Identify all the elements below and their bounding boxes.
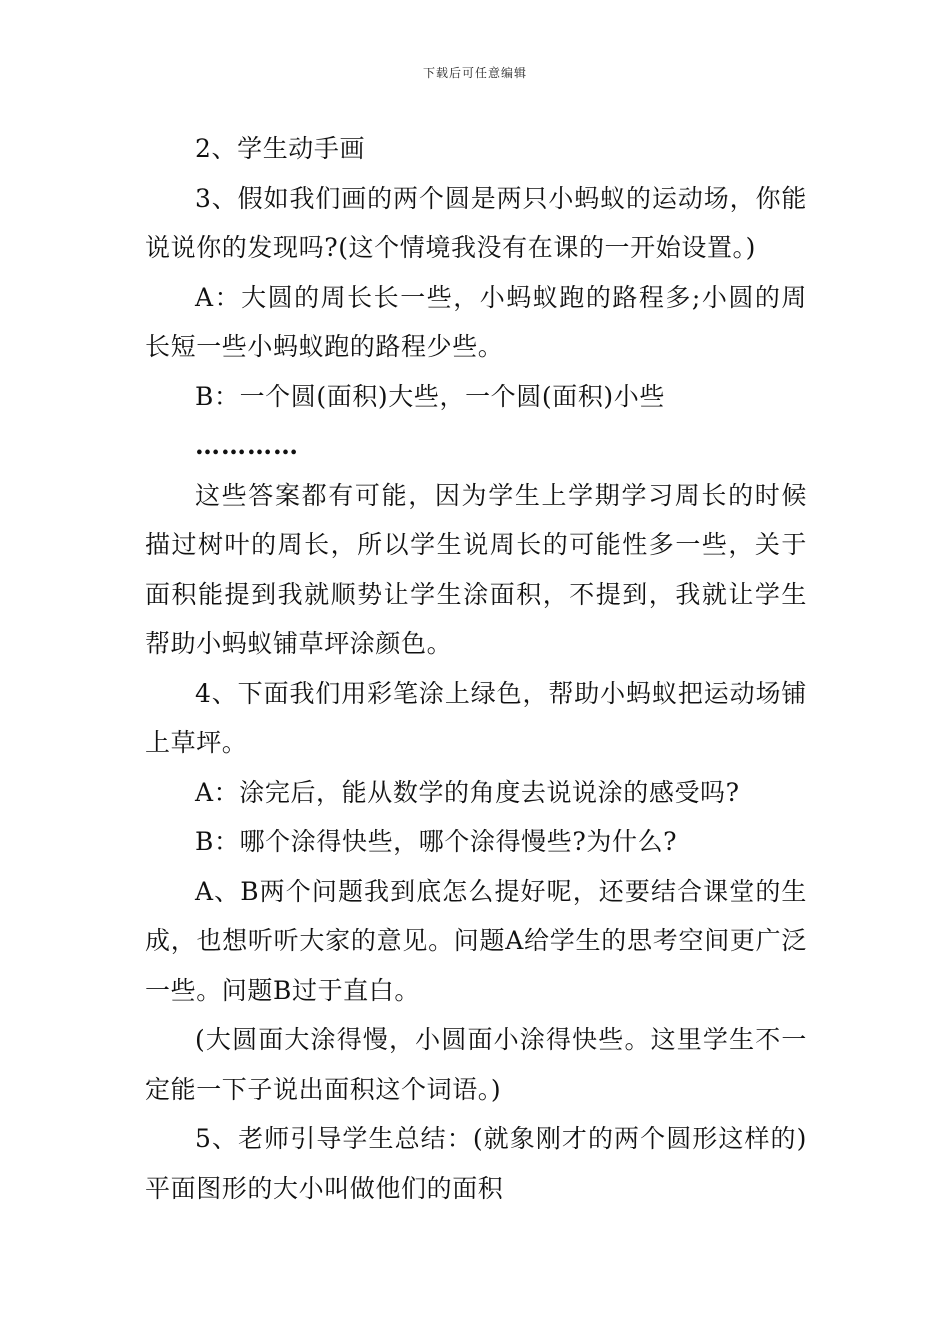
paragraph-note: (大圆面大涂得慢，小圆面小涂得快些。这里学生不一定能一下子说出面积这个词语。) bbox=[145, 1025, 807, 1104]
paragraph-commentary: 这些答案都有可能，因为学生上学期学习周长的时候描过树叶的周长，所以学生说周长的可能性多一些，关于面积能提到我就顺势让学生涂面积，不提到，我就让学生帮助小蚂蚁铺草坪涂颜色。 bbox=[145, 480, 807, 658]
paragraph-question-b: B：哪个涂得快些，哪个涂得慢些?为什么? bbox=[195, 827, 678, 856]
paragraph-question-a: A：涂完后，能从数学的角度去说说涂的感受吗? bbox=[195, 777, 740, 807]
paragraph-ellipsis: ………… bbox=[195, 431, 299, 460]
paragraph-answer-b: B：一个圆(面积)大些，一个圆(面积)小些 bbox=[195, 381, 665, 411]
paragraph-step-4: 4、下面我们用彩笔涂上绿色，帮助小蚂蚁把运动场铺上草坪。 bbox=[145, 678, 807, 757]
paragraph-step-2: 2、学生动手画 bbox=[195, 134, 366, 163]
document-body bbox=[145, 124, 807, 1213]
paragraph-step-5: 5、老师引导学生总结：(就象刚才的两个圆形这样的)平面图形的大小叫做他们的面积 bbox=[145, 1124, 807, 1203]
paragraph-answer-a: A：大圆的周长长一些，小蚂蚁跑的路程多;小圆的周长短一些小蚂蚁跑的路程少些。 bbox=[145, 282, 807, 361]
paragraph-step-3: 3、假如我们画的两个圆是两只小蚂蚁的运动场，你能说说你的发现吗?(这个情境我没有在课的一开始设置。) bbox=[145, 183, 807, 262]
page-header: 下载后可任意编辑 bbox=[422, 66, 527, 80]
paragraph-reflection: A、B两个问题我到底怎么提好呢，还要结合课堂的生成，也想听听大家的意见。问题A给学生的思考空间更广泛一些。问题B过于直白。 bbox=[145, 876, 807, 1005]
